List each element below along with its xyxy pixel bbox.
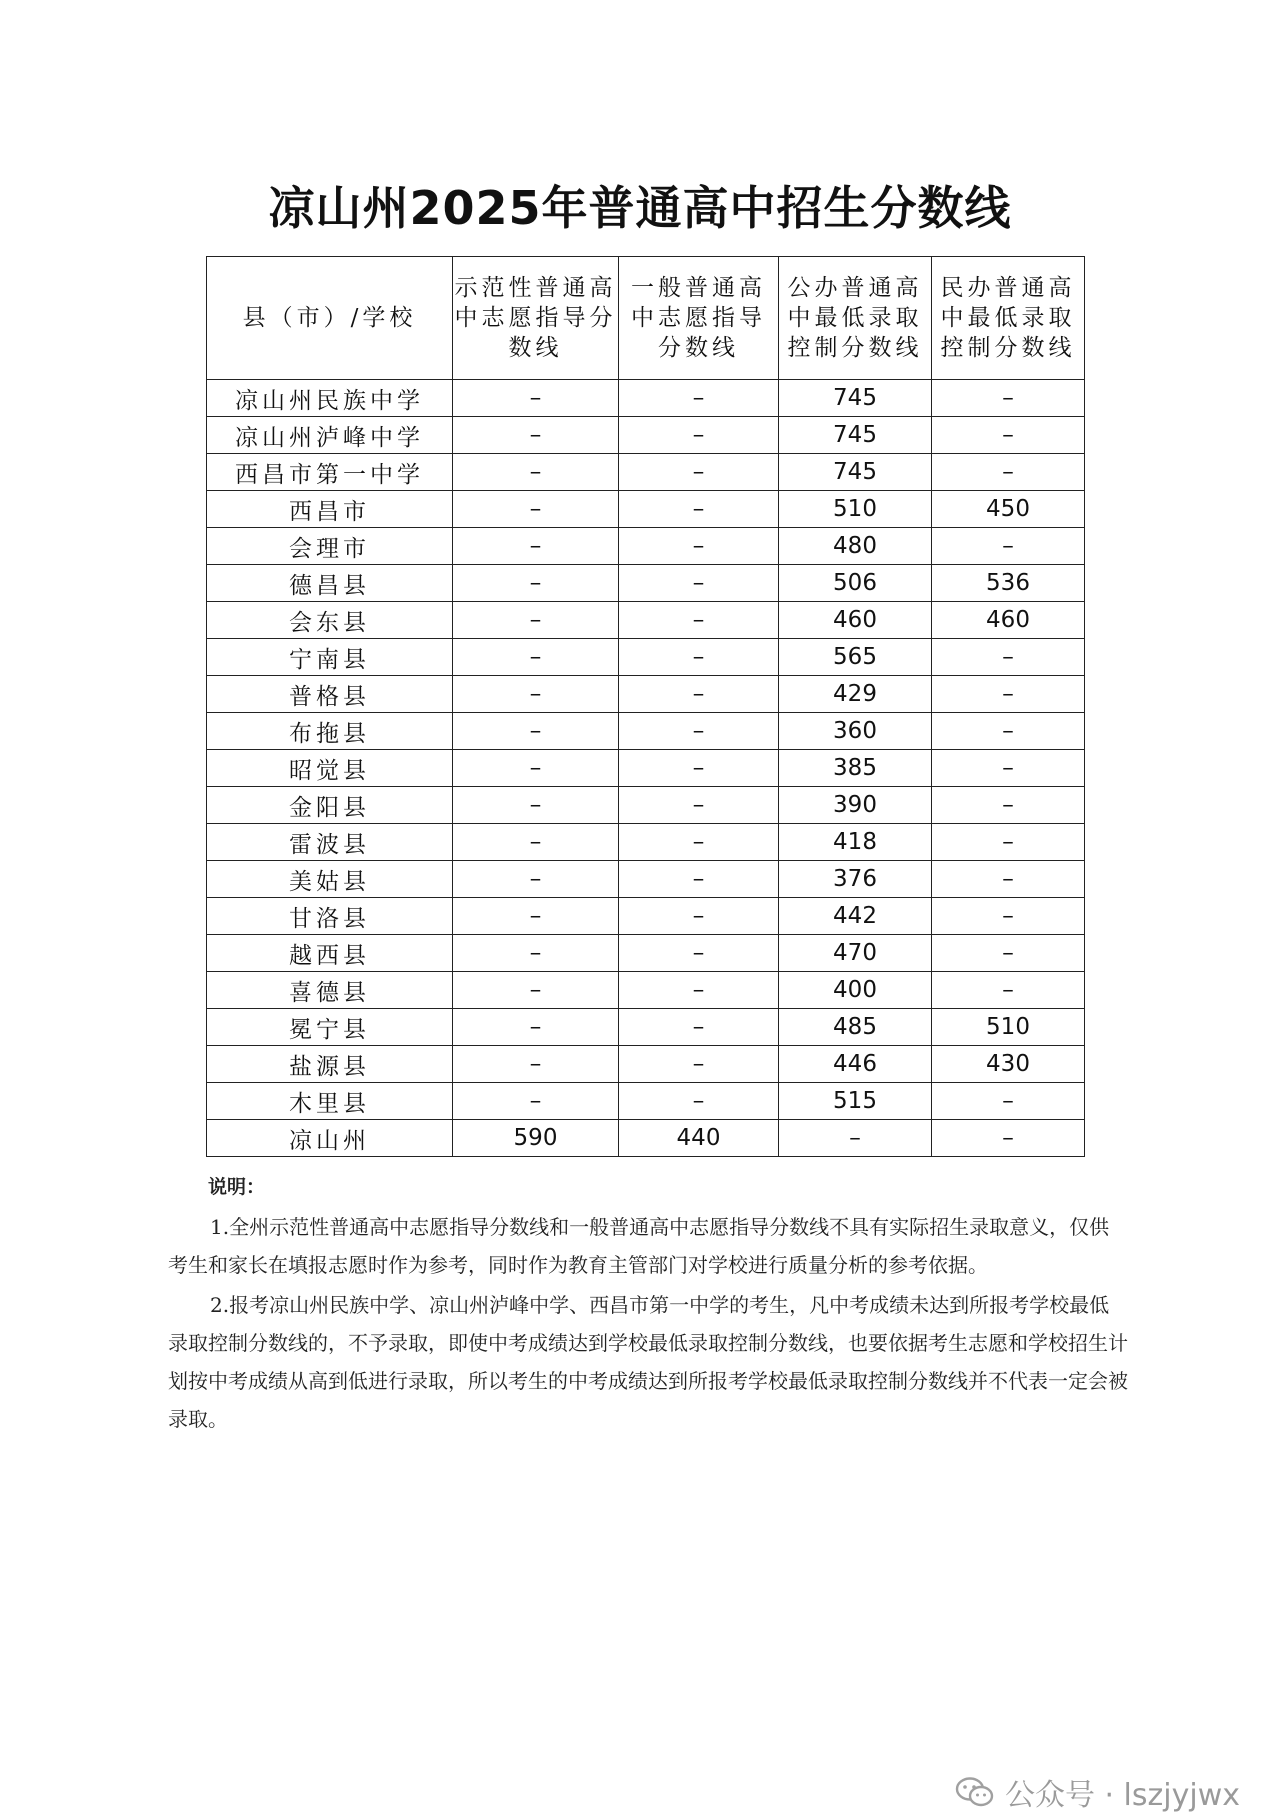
table-row xyxy=(207,824,1085,861)
table-row xyxy=(207,676,1085,713)
table-header-row xyxy=(207,257,1085,380)
page-title: 凉山州2025年普通高中招生分数线 xyxy=(268,181,1012,235)
public-min-cell: 376 xyxy=(779,861,932,898)
private-min-cell: – xyxy=(932,750,1085,787)
general-guide-cell: – xyxy=(619,602,779,639)
private-min-cell: – xyxy=(932,787,1085,824)
private-min-cell: – xyxy=(932,1083,1085,1120)
general-guide-cell: – xyxy=(619,787,779,824)
general-guide-cell: – xyxy=(619,824,779,861)
note-item-1: 1.全州示范性普通高中志愿指导分数线和一般普通高中志愿指导分数线不具有实际招生录取意义，仅供考生和家长在填报志愿时作为参考，同时作为教育主管部门对学校进行质量分析的参考依据。 xyxy=(168,1215,1110,1277)
public-min-cell: 506 xyxy=(779,565,932,602)
private-min-cell: 430 xyxy=(932,1046,1085,1083)
public-min-cell: – xyxy=(779,1120,932,1157)
public-min-cell: 390 xyxy=(779,787,932,824)
private-min-cell: – xyxy=(932,676,1085,713)
table-row xyxy=(207,639,1085,676)
private-min-cell: 536 xyxy=(932,565,1085,602)
general-guide-cell: – xyxy=(619,417,779,454)
school-name-cell: 冕宁县 xyxy=(207,1009,453,1046)
table-row xyxy=(207,787,1085,824)
model-guide-cell: – xyxy=(453,417,619,454)
public-min-cell: 470 xyxy=(779,935,932,972)
model-guide-cell: – xyxy=(453,676,619,713)
private-min-cell: 460 xyxy=(932,602,1085,639)
general-guide-cell: 440 xyxy=(619,1120,779,1157)
public-min-cell: 480 xyxy=(779,528,932,565)
public-min-cell: 429 xyxy=(779,676,932,713)
model-guide-cell: – xyxy=(453,1046,619,1083)
model-guide-cell: – xyxy=(453,898,619,935)
private-min-cell: – xyxy=(932,528,1085,565)
school-name-cell: 布拖县 xyxy=(207,713,453,750)
public-min-cell: 460 xyxy=(779,602,932,639)
model-guide-cell: – xyxy=(453,787,619,824)
public-min-cell: 510 xyxy=(779,491,932,528)
private-min-cell: – xyxy=(932,639,1085,676)
table-row xyxy=(207,565,1085,602)
general-guide-cell: – xyxy=(619,639,779,676)
public-min-cell: 442 xyxy=(779,898,932,935)
header-public-min-line: 公办普通高中最低录取控制分数线 xyxy=(779,257,932,380)
general-guide-cell: – xyxy=(619,861,779,898)
table-row xyxy=(207,1009,1085,1046)
general-guide-cell: – xyxy=(619,750,779,787)
general-guide-cell: – xyxy=(619,935,779,972)
model-guide-cell: – xyxy=(453,713,619,750)
model-guide-cell: – xyxy=(453,491,619,528)
private-min-cell: – xyxy=(932,935,1085,972)
public-min-cell: 745 xyxy=(779,380,932,417)
model-guide-cell: – xyxy=(453,528,619,565)
private-min-cell: – xyxy=(932,417,1085,454)
public-min-cell: 565 xyxy=(779,639,932,676)
header-general-guide-line: 一般普通高中志愿指导分数线 xyxy=(619,257,779,380)
general-guide-cell: – xyxy=(619,454,779,491)
public-min-cell: 385 xyxy=(779,750,932,787)
school-name-cell: 美姑县 xyxy=(207,861,453,898)
private-min-cell: – xyxy=(932,713,1085,750)
school-name-cell: 昭觉县 xyxy=(207,750,453,787)
public-min-cell: 360 xyxy=(779,713,932,750)
school-name-cell: 德昌县 xyxy=(207,565,453,602)
school-name-cell: 盐源县 xyxy=(207,1046,453,1083)
notes-section xyxy=(168,1168,1128,1438)
table-row xyxy=(207,454,1085,491)
model-guide-cell: – xyxy=(453,1083,619,1120)
private-min-cell: – xyxy=(932,380,1085,417)
note-item-2: 2.报考凉山州民族中学、凉山州泸峰中学、西昌市第一中学的考生，凡中考成绩未达到所报考学校最低录取控制分数线的，不予录取，即使中考成绩达到学校最低录取控制分数线，也要依据考生志愿和学校招生计划按中考成绩从高到低进行录取，所以考生的中考成绩达到所报考学校最低录取控制分数线并不代表一定会被录取。 xyxy=(168,1293,1128,1431)
general-guide-cell: – xyxy=(619,713,779,750)
private-min-cell: – xyxy=(932,861,1085,898)
model-guide-cell: – xyxy=(453,454,619,491)
general-guide-cell: – xyxy=(619,565,779,602)
public-min-cell: 446 xyxy=(779,1046,932,1083)
table-row xyxy=(207,1046,1085,1083)
general-guide-cell: – xyxy=(619,1009,779,1046)
header-county-school: 县（市）/学校 xyxy=(207,257,453,380)
general-guide-cell: – xyxy=(619,972,779,1009)
public-min-cell: 745 xyxy=(779,417,932,454)
model-guide-cell: – xyxy=(453,972,619,1009)
notes-heading: 说明： xyxy=(208,1176,266,1198)
wechat-icon xyxy=(955,1776,995,1808)
model-guide-cell: – xyxy=(453,935,619,972)
model-guide-cell: – xyxy=(453,861,619,898)
school-name-cell: 凉山州泸峰中学 xyxy=(207,417,453,454)
school-name-cell: 凉山州民族中学 xyxy=(207,380,453,417)
table-row xyxy=(207,750,1085,787)
general-guide-cell: – xyxy=(619,676,779,713)
table-row xyxy=(207,935,1085,972)
table-row xyxy=(207,861,1085,898)
model-guide-cell: – xyxy=(453,380,619,417)
public-min-cell: 418 xyxy=(779,824,932,861)
watermark xyxy=(955,1770,1240,1814)
general-guide-cell: – xyxy=(619,1083,779,1120)
private-min-cell: 450 xyxy=(932,491,1085,528)
private-min-cell: – xyxy=(932,972,1085,1009)
school-name-cell: 金阳县 xyxy=(207,787,453,824)
header-model-guide-line: 示范性普通高中志愿指导分数线 xyxy=(453,257,619,380)
table-row xyxy=(207,972,1085,1009)
general-guide-cell: – xyxy=(619,528,779,565)
private-min-cell: 510 xyxy=(932,1009,1085,1046)
table-row xyxy=(207,380,1085,417)
table-row xyxy=(207,1083,1085,1120)
school-name-cell: 普格县 xyxy=(207,676,453,713)
school-name-cell: 西昌市 xyxy=(207,491,453,528)
school-name-cell: 宁南县 xyxy=(207,639,453,676)
private-min-cell: – xyxy=(932,898,1085,935)
public-min-cell: 515 xyxy=(779,1083,932,1120)
public-min-cell: 745 xyxy=(779,454,932,491)
school-name-cell: 雷波县 xyxy=(207,824,453,861)
school-name-cell: 越西县 xyxy=(207,935,453,972)
general-guide-cell: – xyxy=(619,1046,779,1083)
table-row xyxy=(207,528,1085,565)
header-private-min-line: 民办普通高中最低录取控制分数线 xyxy=(932,257,1085,380)
model-guide-cell: – xyxy=(453,750,619,787)
table-row xyxy=(207,898,1085,935)
score-table xyxy=(206,256,1085,1157)
table-row xyxy=(207,713,1085,750)
model-guide-cell: – xyxy=(453,824,619,861)
model-guide-cell: – xyxy=(453,602,619,639)
private-min-cell: – xyxy=(932,1120,1085,1157)
general-guide-cell: – xyxy=(619,898,779,935)
model-guide-cell: – xyxy=(453,565,619,602)
private-min-cell: – xyxy=(932,454,1085,491)
school-name-cell: 会东县 xyxy=(207,602,453,639)
school-name-cell: 凉山州 xyxy=(207,1120,453,1157)
school-name-cell: 西昌市第一中学 xyxy=(207,454,453,491)
model-guide-cell: 590 xyxy=(453,1120,619,1157)
private-min-cell: – xyxy=(932,824,1085,861)
model-guide-cell: – xyxy=(453,639,619,676)
table-row xyxy=(207,417,1085,454)
model-guide-cell: – xyxy=(453,1009,619,1046)
table-body xyxy=(207,380,1085,1157)
public-min-cell: 485 xyxy=(779,1009,932,1046)
watermark-text: 公众号 · lszjyjwx xyxy=(1004,1778,1240,1813)
table-row xyxy=(207,1120,1085,1157)
school-name-cell: 喜德县 xyxy=(207,972,453,1009)
general-guide-cell: – xyxy=(619,491,779,528)
table-row xyxy=(207,491,1085,528)
school-name-cell: 甘洛县 xyxy=(207,898,453,935)
school-name-cell: 会理市 xyxy=(207,528,453,565)
general-guide-cell: – xyxy=(619,380,779,417)
school-name-cell: 木里县 xyxy=(207,1083,453,1120)
public-min-cell: 400 xyxy=(779,972,932,1009)
table-row xyxy=(207,602,1085,639)
